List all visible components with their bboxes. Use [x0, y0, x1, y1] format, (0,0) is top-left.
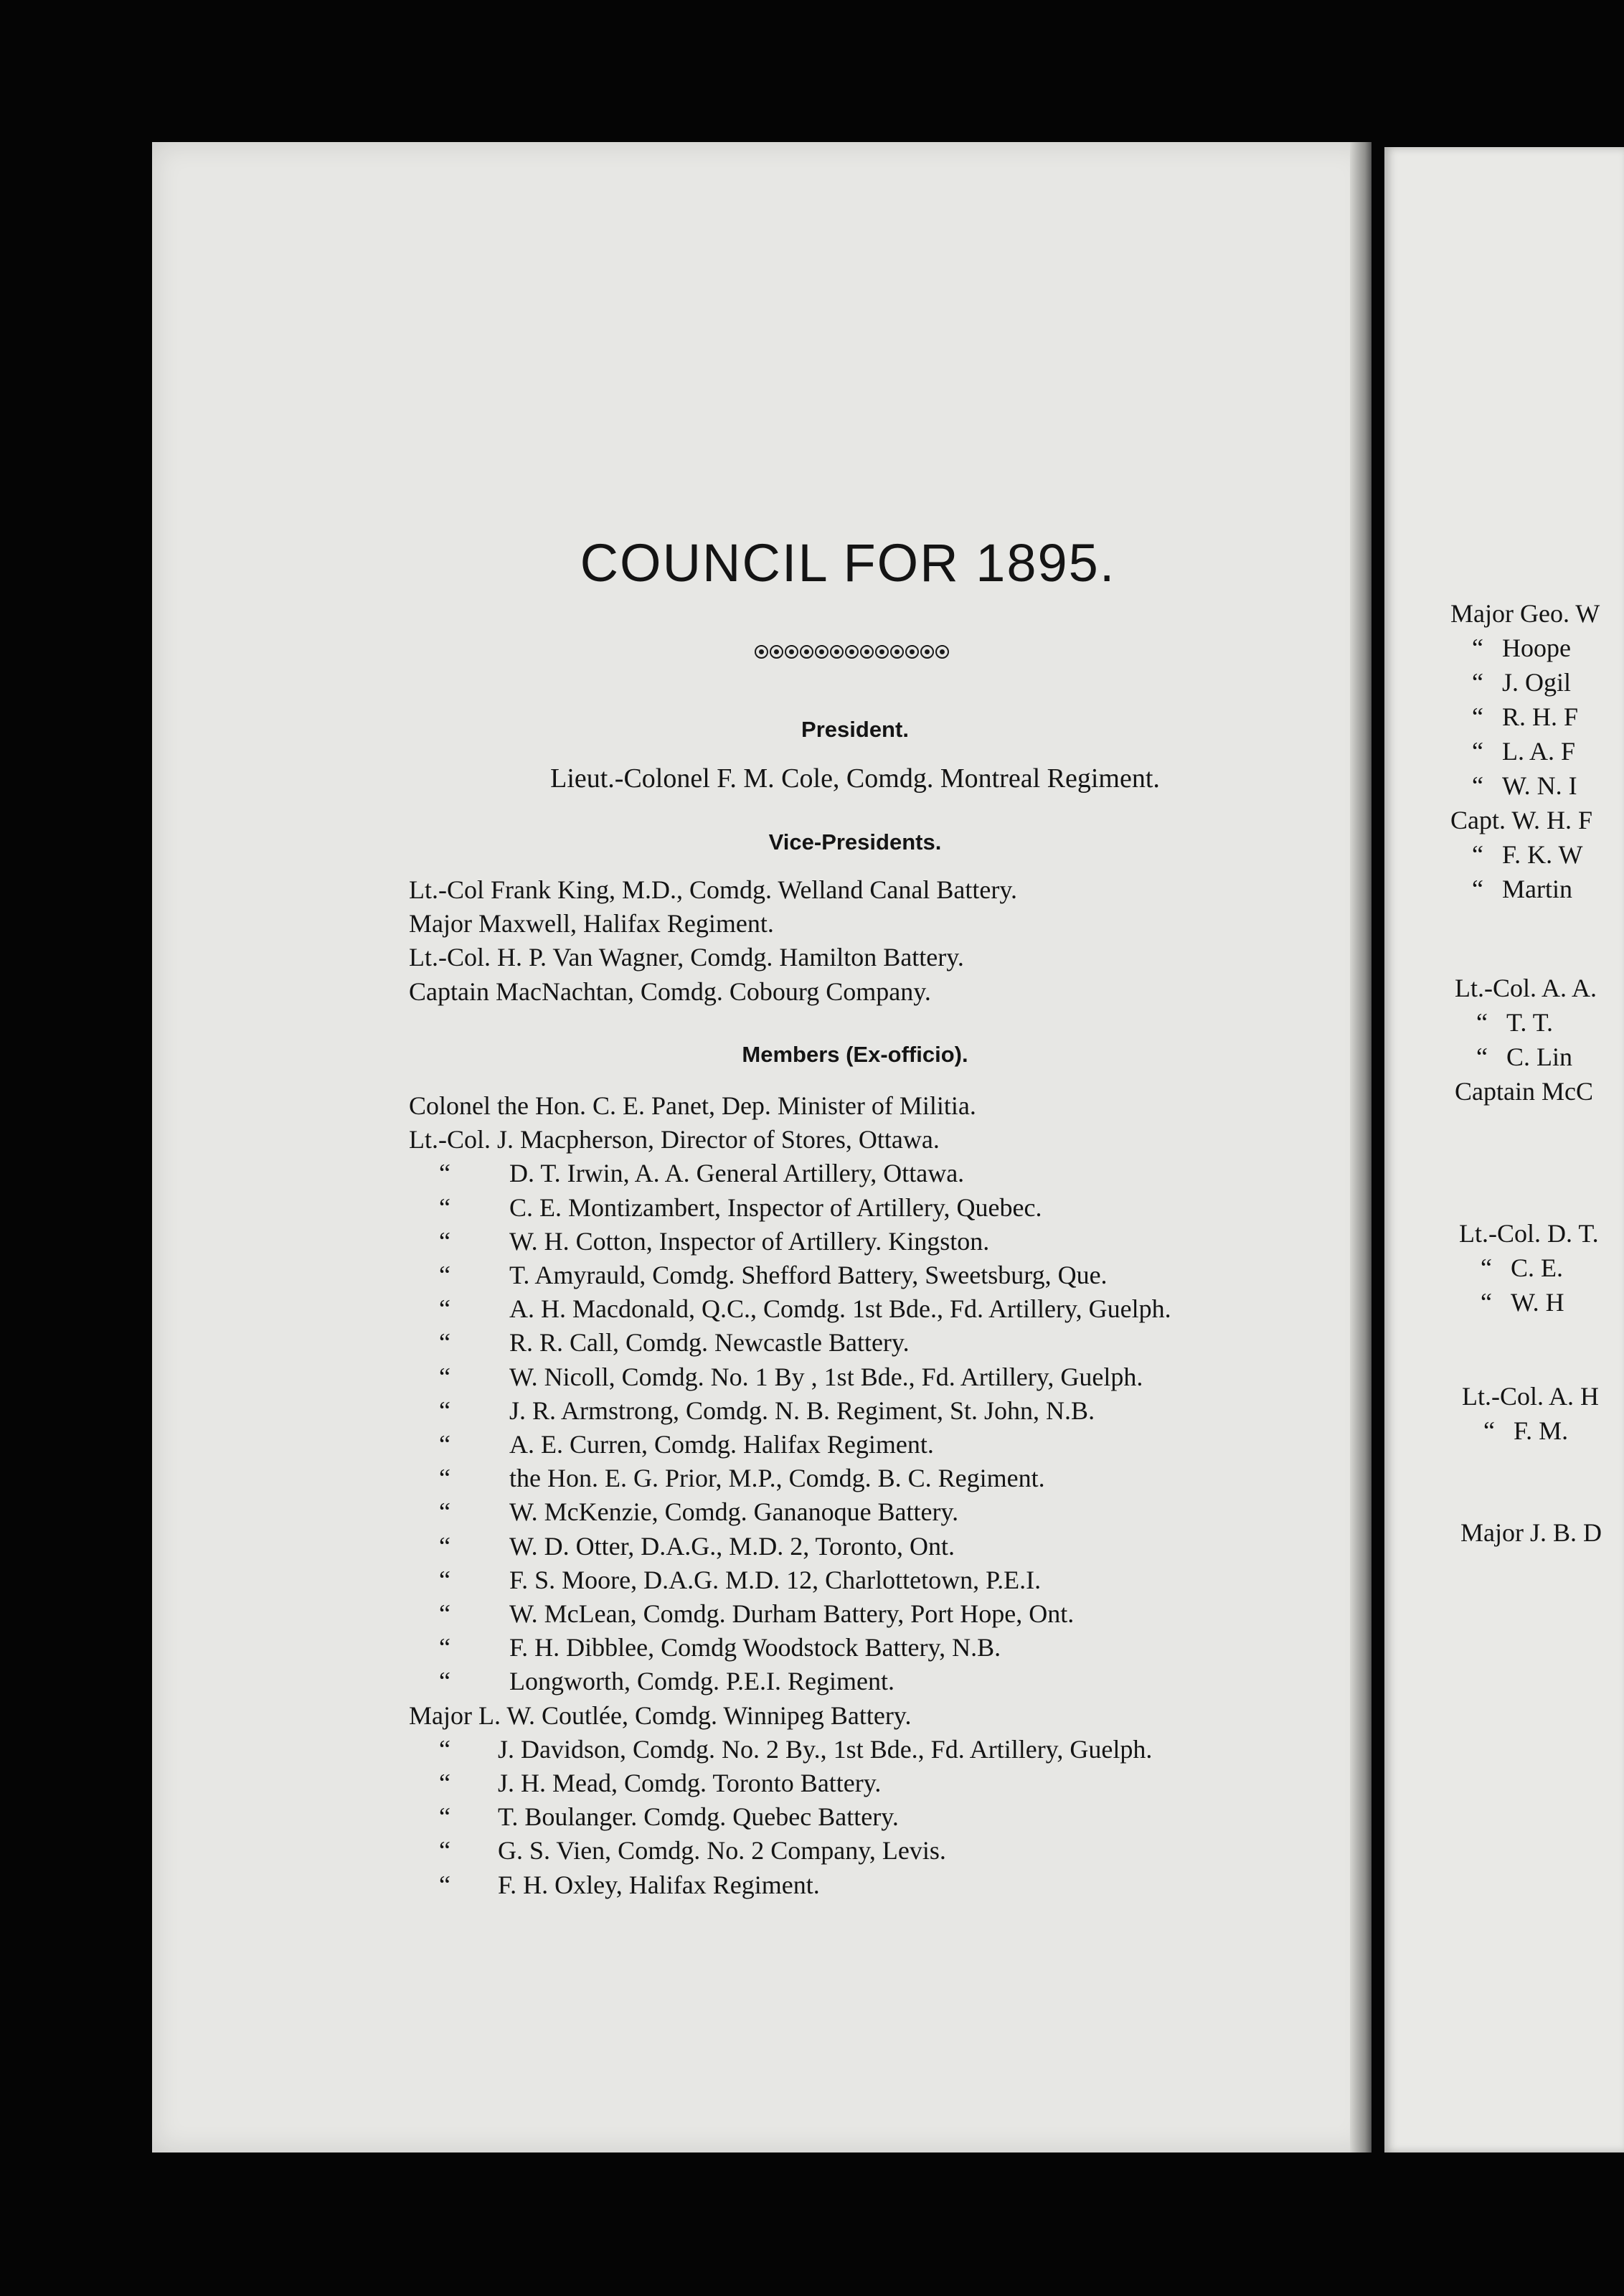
ditto-mark: “: [439, 1294, 450, 1324]
member-entry: [409, 1495, 1171, 1529]
entry-text: Longworth, Comdg. P.E.I. Regiment.: [509, 1667, 894, 1696]
member-entry: [409, 1834, 1171, 1868]
right-group-5: [1460, 1515, 1602, 1550]
member-entry: [409, 1360, 1171, 1394]
entry-text: Major L. W. Coutlée, Comdg. Winnipeg Battery.: [409, 1700, 912, 1730]
president-heading: President.: [801, 717, 909, 742]
ornament-dot: [860, 645, 874, 659]
entry-text: J. H. Mead, Comdg. Toronto Battery.: [498, 1769, 882, 1798]
entry-text: Major J. B. D: [1460, 1518, 1602, 1547]
right-page-entry: [1450, 872, 1600, 906]
right-page-entry: [1459, 1216, 1599, 1251]
ornament-dot: [785, 645, 798, 659]
member-entry: [409, 1157, 1171, 1190]
right-page-entry: [1459, 1251, 1599, 1285]
entry-text: R. R. Call, Comdg. Newcastle Battery.: [509, 1328, 910, 1358]
member-entry: [409, 1800, 1171, 1834]
right-group-3: [1459, 1216, 1599, 1319]
entry-text: Lt.-Col. D. T.: [1459, 1219, 1599, 1248]
ditto-mark: “: [439, 1159, 450, 1188]
entry-text: F. H. Dibblee, Comdg Woodstock Battery, N.B.: [509, 1633, 1001, 1662]
ditto-mark: “: [1476, 1043, 1488, 1071]
entry-text: Captain McC: [1455, 1077, 1593, 1106]
ditto-mark: “: [1481, 1253, 1492, 1282]
ditto-mark: “: [439, 1328, 450, 1358]
member-entry: [409, 1225, 1171, 1258]
ornament-dot: [935, 645, 949, 659]
members-list: [409, 1089, 1171, 1902]
ornament-dot: [800, 645, 813, 659]
ditto-mark: “: [439, 1565, 450, 1594]
entry-text: R. H. F: [1502, 702, 1579, 731]
right-page-entry: [1462, 1379, 1599, 1413]
ditto-mark: “: [439, 1531, 450, 1561]
ditto-mark: “: [1472, 771, 1483, 800]
ditto-mark: “: [1481, 1288, 1492, 1317]
entry-text: Martin: [1502, 875, 1572, 903]
entry-text: W. H: [1511, 1288, 1564, 1317]
entry-text: Capt. W. H. F: [1450, 806, 1593, 834]
member-entry: [409, 1766, 1171, 1800]
vice-president-entry: [409, 873, 1017, 907]
right-page-entry: [1462, 1413, 1599, 1448]
entry-text: F. K. W: [1502, 840, 1583, 869]
entry-text: Lt.-Col. H. P. Van Wagner, Comdg. Hamilton Battery.: [409, 943, 964, 972]
entry-text: A. E. Curren, Comdg. Halifax Regiment.: [509, 1430, 934, 1459]
ditto-mark: “: [439, 1226, 450, 1256]
entry-text: Hoope: [1502, 634, 1571, 662]
entry-text: C. E.: [1511, 1253, 1564, 1282]
entry-text: L. A. F: [1502, 737, 1576, 766]
ditto-mark: “: [439, 1362, 450, 1391]
entry-text: Lt.-Col. A. A.: [1455, 974, 1597, 1002]
entry-text: Colonel the Hon. C. E. Panet, Dep. Minister of Militia.: [409, 1091, 976, 1120]
right-page-entry: [1455, 971, 1597, 1005]
entry-text: Lt.-Col. J. Macpherson, Director of Stores, Ottawa.: [409, 1125, 940, 1154]
entry-text: D. T. Irwin, A. A. General Artillery, Ottawa.: [509, 1159, 965, 1188]
ditto-mark: “: [1472, 668, 1483, 697]
member-entry: [409, 1428, 1171, 1462]
ditto-mark: “: [1472, 840, 1483, 869]
vice-presidents-list: [409, 873, 1017, 1009]
entry-text: C. E. Montizambert, Inspector of Artillery, Quebec.: [509, 1192, 1042, 1222]
ornament-dot: [770, 645, 783, 659]
entry-text: Lt.-Col. A. H: [1462, 1382, 1600, 1411]
right-page-entry: [1450, 631, 1600, 665]
ornament-dot: [875, 645, 889, 659]
ditto-mark: “: [439, 1464, 450, 1493]
member-entry: [409, 1665, 1171, 1698]
member-entry: [409, 1563, 1171, 1597]
entry-text: Captain MacNachtan, Comdg. Cobourg Company.: [409, 977, 931, 1006]
page-gutter: [1350, 142, 1372, 2152]
entry-text: W. D. Otter, D.A.G., M.D. 2, Toronto, Ont.: [509, 1531, 955, 1561]
entry-text: F. M.: [1514, 1416, 1569, 1445]
ditto-mark: “: [439, 1497, 450, 1527]
entry-text: J. R. Armstrong, Comdg. N. B. Regiment, St. John, N.B.: [509, 1396, 1095, 1425]
ditto-mark: “: [439, 1667, 450, 1696]
entry-text: Major Geo. W: [1450, 599, 1600, 628]
ornament-dot: [890, 645, 904, 659]
entry-text: W. McLean, Comdg. Durham Battery, Port Hope, Ont.: [509, 1599, 1075, 1629]
entry-text: W. H. Cotton, Inspector of Artillery. Kingston.: [509, 1226, 990, 1256]
ditto-mark: “: [439, 1802, 450, 1832]
entry-text: T. T.: [1506, 1008, 1553, 1037]
right-page-entry: [1455, 1005, 1597, 1040]
entry-text: Lt.-Col Frank King, M.D., Comdg. Welland Canal Battery.: [409, 875, 1018, 904]
entry-text: T. Boulanger. Comdg. Quebec Battery.: [498, 1802, 899, 1832]
member-entry: [409, 1597, 1171, 1631]
member-entry: [409, 1462, 1171, 1495]
member-entry: [409, 1394, 1171, 1428]
member-entry: [409, 1326, 1171, 1360]
ditto-mark: “: [439, 1734, 450, 1764]
right-page-entry: [1450, 665, 1600, 700]
member-entry: [409, 1191, 1171, 1225]
ditto-mark: “: [439, 1430, 450, 1459]
vice-presidents-heading: Vice-Presidents.: [768, 829, 942, 855]
ditto-mark: “: [439, 1192, 450, 1222]
ornament-dot: [905, 645, 919, 659]
right-group-2: [1455, 971, 1597, 1109]
member-entry: [409, 1292, 1171, 1326]
member-entry: [409, 1699, 1171, 1733]
ditto-mark: “: [1483, 1416, 1495, 1445]
president-entry: Lieut.-Colonel F. M. Cole, Comdg. Montreal Regiment.: [550, 763, 1160, 794]
ditto-mark: “: [1472, 875, 1483, 903]
entry-text: F. H. Oxley, Halifax Regiment.: [498, 1870, 820, 1899]
entry-text: C. Lin: [1506, 1043, 1573, 1071]
member-entry: [409, 1733, 1171, 1766]
right-page: [1384, 147, 1624, 2152]
entry-text: W. McKenzie, Comdg. Gananoque Battery.: [509, 1497, 959, 1527]
ditto-mark: “: [1472, 702, 1483, 731]
ditto-mark: “: [439, 1396, 450, 1425]
ditto-mark: “: [439, 1599, 450, 1629]
ditto-mark: “: [1472, 634, 1483, 662]
ditto-mark: “: [439, 1769, 450, 1798]
right-group-1: [1450, 596, 1600, 906]
ornament-dot: [830, 645, 844, 659]
ornament-dot: [815, 645, 828, 659]
page-title: COUNCIL FOR 1895.: [580, 533, 1116, 593]
entry-text: A. H. Macdonald, Q.C., Comdg. 1st Bde., Fd. Artillery, Guelph.: [509, 1294, 1171, 1324]
ditto-mark: “: [439, 1870, 450, 1899]
vice-president-entry: [409, 975, 1017, 1009]
vice-president-entry: [409, 907, 1017, 941]
entry-text: W. Nicoll, Comdg. No. 1 By , 1st Bde., Fd. Artillery, Guelph.: [509, 1362, 1143, 1391]
member-entry: [409, 1089, 1171, 1123]
member-entry: [409, 1868, 1171, 1902]
right-page-entry: [1450, 596, 1600, 631]
members-heading: Members (Ex-officio).: [742, 1042, 968, 1067]
ornament-dot: [920, 645, 934, 659]
entry-text: the Hon. E. G. Prior, M.P., Comdg. B. C. Regiment.: [509, 1464, 1045, 1493]
ornament-divider: [755, 645, 949, 659]
entry-text: T. Amyrauld, Comdg. Shefford Battery, Sweetsburg, Que.: [509, 1261, 1108, 1290]
entry-text: W. N. I: [1502, 771, 1577, 800]
member-entry: [409, 1530, 1171, 1563]
member-entry: [409, 1631, 1171, 1665]
entry-text: F. S. Moore, D.A.G. M.D. 12, Charlottetown, P.E.I.: [509, 1565, 1042, 1594]
member-entry: [409, 1258, 1171, 1292]
ornament-dot: [845, 645, 859, 659]
ditto-mark: “: [439, 1836, 450, 1866]
ditto-mark: “: [1476, 1008, 1488, 1037]
ditto-mark: “: [439, 1261, 450, 1290]
ditto-mark: “: [1472, 737, 1483, 766]
entry-text: J. Davidson, Comdg. No. 2 By., 1st Bde., Fd. Artillery, Guelph.: [498, 1734, 1153, 1764]
entry-text: G. S. Vien, Comdg. No. 2 Company, Levis.: [498, 1836, 946, 1866]
member-entry: [409, 1123, 1171, 1157]
entry-text: Major Maxwell, Halifax Regiment.: [409, 909, 774, 938]
entry-text: J. Ogil: [1502, 668, 1572, 697]
vice-president-entry: [409, 941, 1017, 974]
ornament-dot: [755, 645, 768, 659]
right-group-4: [1462, 1379, 1599, 1448]
right-page-entry: [1460, 1515, 1602, 1550]
ditto-mark: “: [439, 1633, 450, 1662]
right-page-entry: [1455, 1074, 1597, 1109]
right-page-entry: [1459, 1285, 1599, 1319]
